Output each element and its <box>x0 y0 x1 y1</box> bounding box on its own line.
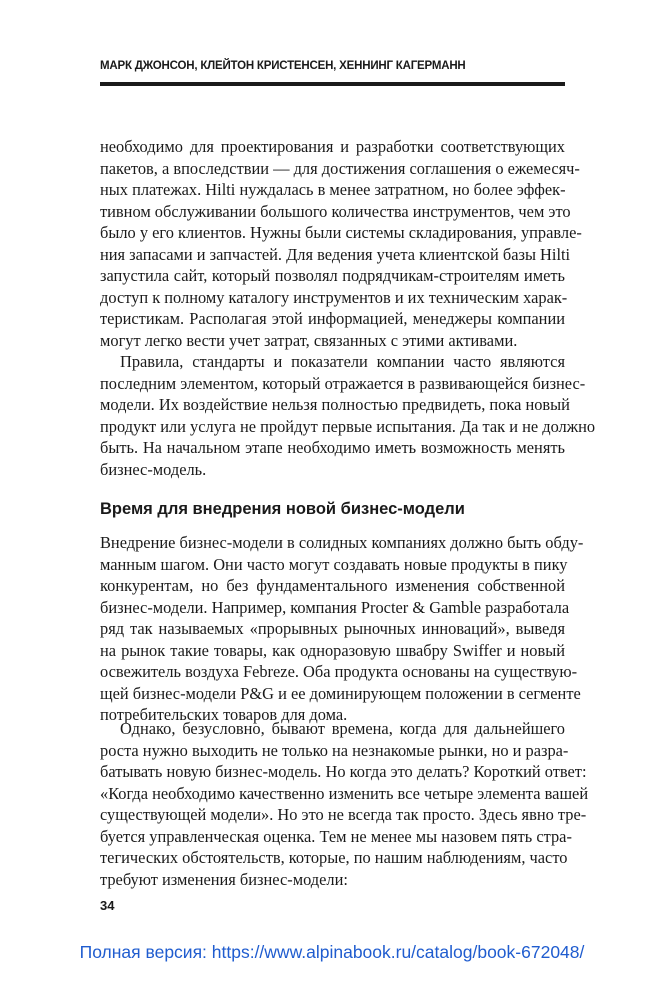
text-line: ния запасами и запчастей. Для ведения учета клиентской базы Hilti <box>100 244 571 264</box>
text-line: бизнес-модели. Например, компания Procter & Gamble разработала <box>100 597 570 617</box>
text-line: последним элементом, который отражается в развивающейся бизнес- <box>100 373 586 393</box>
text-line: Внедрение бизнес-модели в солидных компаниях должно быть обду- <box>100 533 584 552</box>
paragraph-1 <box>100 136 582 351</box>
text-line: пакетов, а впоследствии — для достижения соглашения о ежемесяч- <box>100 158 580 178</box>
section-heading: Время для внедрения новой бизнес-модели <box>100 500 465 518</box>
text-line: на рынок такие товары, как одноразовую швабру Swiffer и новый <box>100 640 565 660</box>
page-number: 34 <box>100 898 115 913</box>
text-line: манным шагом. Они часто могут создавать новые продукты в пику <box>100 554 568 574</box>
text-line: тегических обстоятельств, которые, по нашим наблюдениям, часто <box>100 848 568 867</box>
paragraph-4 <box>100 718 589 890</box>
paragraph-2 <box>100 351 596 480</box>
text-line: требуют изменения бизнес-модели: <box>100 869 348 889</box>
text-line: ных платежах. Hilti нуждалась в менее затратном, но более эффек- <box>100 180 566 199</box>
text-line: быть. На начальном этапе необходимо иметь возможность менять <box>100 438 565 457</box>
text-line: ряд так называемых «прорывных рыночных инноваций», выведя <box>100 619 565 638</box>
text-line: роста нужно выходить не только на незнакомые рынки, но и разра- <box>100 740 569 760</box>
text-line: конкурентам, но без фундаментального изменения собственной <box>100 576 565 595</box>
text-line: щей бизнес-модели P&G и ее доминирующем положении в сегменте <box>100 683 581 703</box>
text-line: было у его клиентов. Нужны были системы складирования, управле- <box>100 223 582 242</box>
text-line: тивном обслуживании большого количества инструментов, чем это <box>100 201 571 221</box>
text-line: бизнес-модель. <box>100 459 207 479</box>
text-line: модели. Их воздействие нельзя полностью предвидеть, пока новый <box>100 395 570 414</box>
text-line: необходимо для проектирования и разработки соответствующих <box>100 137 565 156</box>
text-line: существующей модели». Но это не всегда так просто. Здесь явно тре- <box>100 805 587 824</box>
text-line: могут легко вести учет затрат, связанных с этими активами. <box>100 330 518 350</box>
text-line: потребительских товаров для дома. <box>100 705 348 724</box>
text-line: запустила сайт, который позволял подрядчикам-строителям иметь <box>100 266 565 285</box>
running-header: МАРК ДЖОНСОН, КЛЕЙТОН КРИСТЕНСЕН, ХЕННИНГ КАГЕРМАНН <box>100 60 466 72</box>
text-line: «Когда необходимо качественно изменить все четыре элемента вашей <box>100 783 589 803</box>
text-line: батывать новую бизнес-модель. Но когда это делать? Короткий ответ: <box>100 762 587 781</box>
full-version-link[interactable]: Полная версия: https://www.alpinabook.ru/catalog/book-672048/ <box>79 942 585 962</box>
paragraph-3 <box>100 532 584 726</box>
header-rule <box>100 82 565 86</box>
text-line: буется управленческая оценка. Тем не менее мы назовем пять стра- <box>100 826 572 846</box>
text-line: теристикам. Располагая этой информацией, менеджеры компании <box>100 309 565 328</box>
text-line: продукт или услуга не пройдут первые испытания. Да так и не должно <box>100 416 596 436</box>
text-line: Правила, стандарты и показатели компании часто являются <box>120 352 565 371</box>
text-line: доступ к полному каталогу инструментов и их техническим харак- <box>100 287 568 307</box>
text-line: Однако, безусловно, бывают времена, когда для дальнейшего <box>120 719 565 738</box>
text-line: освежитель воздуха Febreze. Оба продукта основаны на существую- <box>100 662 578 681</box>
